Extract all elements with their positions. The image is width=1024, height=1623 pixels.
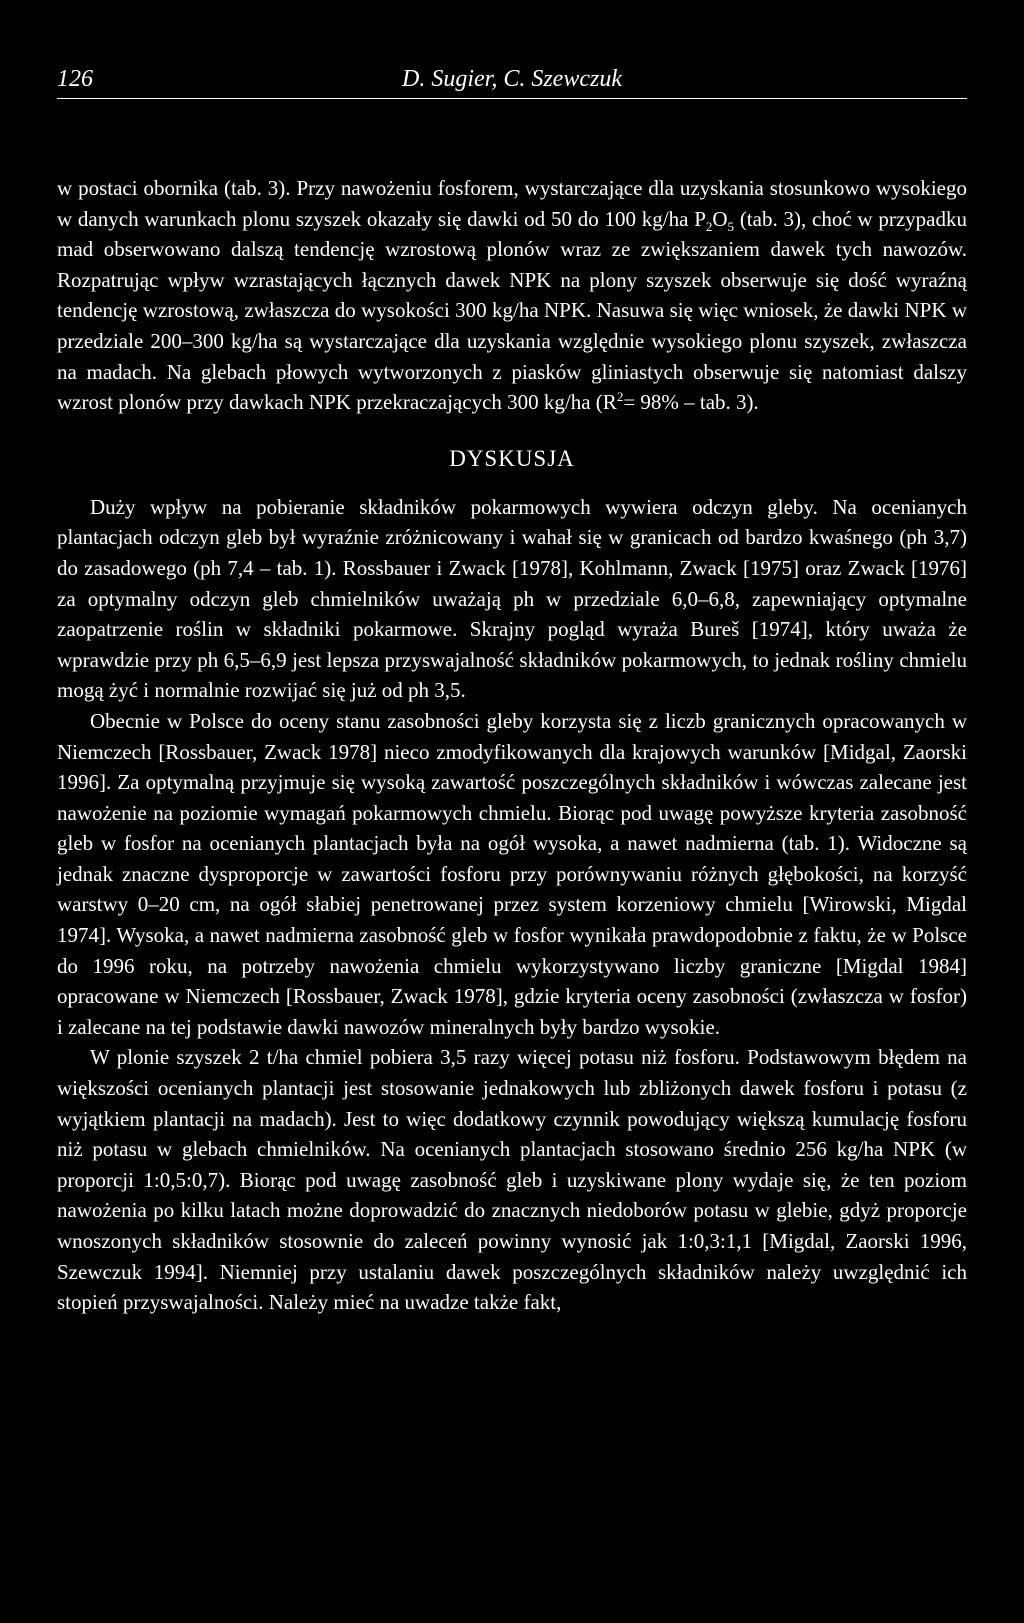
text-run: (tab. 3), choć w przypadku mad obserwowano dalszą tendencję wzrostową plonów wraz ze zwiększaniem dawek tych nawozów. Rozpatrując wpływ wzrastających łącznych dawek NPK na plony szyszek obserwuje się dość wyraźną tendencję wzrostową, zwłaszcza do wysokości 300 kg/ha NPK. Nasuwa się więc wniosek, że dawki NPK w przedziale 200–300 kg/ha są wystarczające dla uzyskania względnie wysokiego plonu szyszek, zwłaszcza na madach. Na glebach płowych wytworzonych z piasków gliniastych obserwuje się natomiast dalszy wzrost plonów przy dawkach NPK przekraczających 300 kg/ha (R xyxy=(57,206,967,415)
running-header xyxy=(57,64,967,99)
subscript: 2 xyxy=(705,218,713,234)
paragraph-discussion-1: Duży wpływ na pobieranie składników pokarmowych wywiera odczyn gleby. Na ocenianych plantacjach odczyn gleb był wyraźnie zróżnicowany i wahał się w granicach od bardzo kwaśnego (ph 3,7) do zasadowego (ph 7,4 – tab. 1). Rossbauer i Zwack [1978], Kohlmann, Zwack [1975] oraz Zwack [1976] za optymalny odczyn gleb chmielników uważają ph w przedziale 6,0–6,8, zapewniający optymalne zaopatrzenie roślin w składniki pokarmowe. Skrajny pogląd wyraża Bureš [1974], który uważa że wprawdzie przy ph 6,5–6,9 jest lepsza przyswajalność składników pokarmowych, to jednak rośliny chmielu mogą żyć i normalnie rozwijać się już od ph 3,5. xyxy=(57,494,967,703)
subscript: 5 xyxy=(727,218,735,234)
text-run: w postaci obornika (tab. 3). Przy nawożeniu fosforem, wystarczające dla uzyskania stosunkowo wysokiego w danych warunkach plonu szyszek okazały się dawki od 50 do 100 kg/ha P xyxy=(57,176,967,231)
text-run: = 98% – tab. 3). xyxy=(623,390,759,415)
page-number: 126 xyxy=(57,66,93,92)
body-text xyxy=(57,173,967,1318)
paragraph-discussion-3: W plonie szyszek 2 t/ha chmiel pobiera 3,5 razy więcej potasu niż fosforu. Podstawowym błędem na większości ocenianych plantacji jest stosowanie jednakowych lub zbliżonych dawek fosforu i potasu (z wyjątkiem plantacji na madach). Jest to więc dodatkowy czynnik powodujący większą kumulację fosforu niż potasu w glebach chmielników. Na ocenianych plantacjach stosowano średnio 256 kg/ha NPK (w proporcji 1:0,5:0,7). Biorąc pod uwagę zasobność gleb i uzyskiwane plony wydaje się, że ten poziom nawożenia po kilku latach możne doprowadzić do znacznych niedoborów potasu w glebie, gdyż proporcje wnoszonych składników stosownie do zaleceń powinny wynosić jak 1:0,3:1,1 [Migdal, Zaorski 1996, Szewczuk 1994]. Niemniej przy ustalaniu dawek poszczególnych składników należy uwzględnić ich stopień przyswajalności. Należy mieć na uwadze także fakt, xyxy=(57,1045,967,1315)
superscript: 2 xyxy=(616,389,624,405)
paragraph-discussion-2: Obecnie w Polsce do oceny stanu zasobności gleby korzysta się z liczb granicznych opracowanych w Niemczech [Rossbauer, Zwack 1978] nieco zmodyfikowanych dla krajowych warunków [Midgal, Zaorski 1996]. Za optymalną przyjmuje się wysoką zawartość poszczególnych składników i wówczas zalecane jest nawożenie na poziomie wymagań pokarmowych chmielu. Biorąc pod uwagę powyższe kryteria zasobność gleb w fosfor na ocenianych plantacjach była na ogół wysoka, a nawet nadmierna (tab. 1). Widoczne są jednak znaczne dysproporcje w zawartości fosforu przy porównywaniu różnych głębokości, na korzyść warstwy 0–20 cm, na ogół słabiej penetrowanej przez system korzeniowy chmielu [Wirowski, Migdal 1974]. Wysoka, a nawet nadmierna zasobność gleb w fosfor wynikała prawdopodobnie z faktu, że w Polsce do 1996 roku, na potrzeby nawożenia chmielu wykorzystywano liczby graniczne [Migdal 1984] opracowane w Niemczech [Rossbauer, Zwack 1978], gdzie kryteria oceny zasobności (zwłaszcza w fosfor) i zalecane na tej podstawie dawki nawozów mineralnych były bardzo wysokie. xyxy=(57,708,967,1039)
section-heading: DYSKUSJA xyxy=(449,445,575,471)
paragraph-results xyxy=(57,173,967,418)
text-run: O xyxy=(712,206,728,231)
running-header-authors: D. Sugier, C. Szewczuk xyxy=(402,66,622,92)
